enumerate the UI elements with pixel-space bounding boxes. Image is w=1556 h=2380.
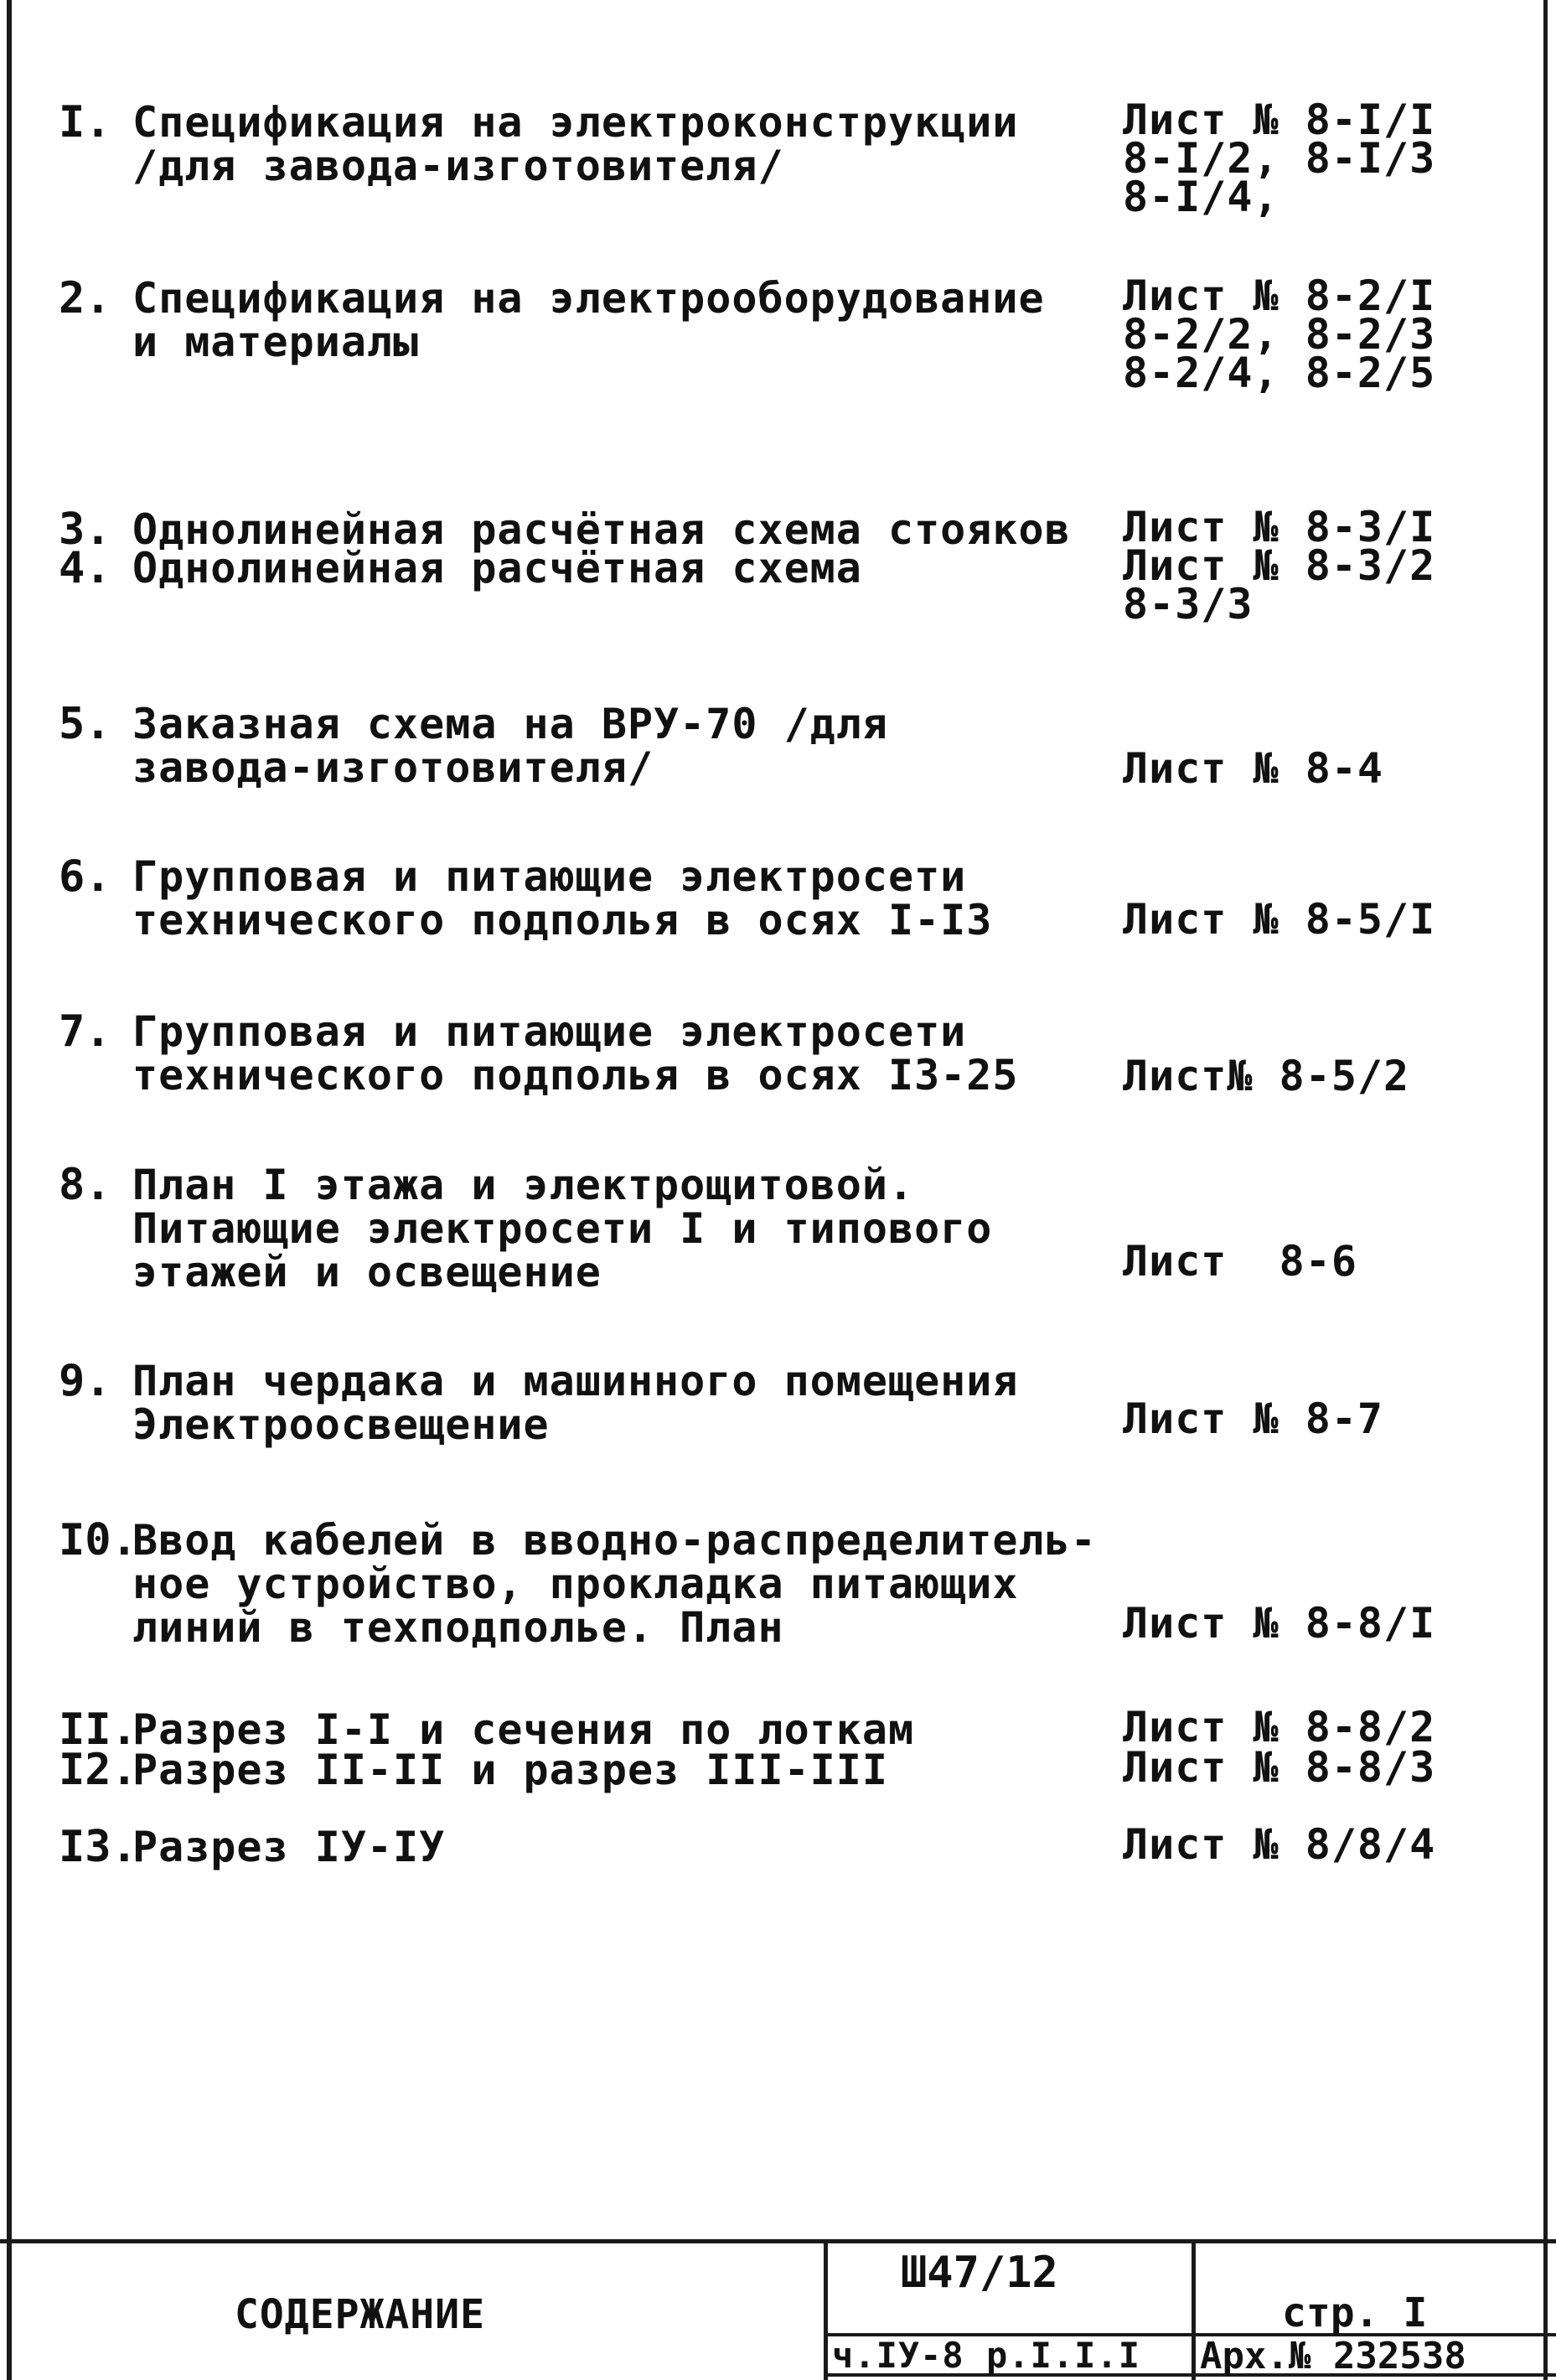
- stamp-project-code: Ш47/12: [901, 2248, 1058, 2298]
- entry-title-line: Спецификация на электрооборудование: [132, 274, 1045, 323]
- entry-sheet-ref: [1123, 1703, 1556, 1751]
- title-block-stamp: [0, 2239, 1556, 2380]
- entry-title-line: завода-изготовителя/: [132, 743, 654, 792]
- entry-sheet-line: Лист № 8-5/I: [1123, 895, 1436, 944]
- entry-number: 6.: [59, 851, 111, 902]
- entry-title: [132, 98, 1104, 190]
- entry-number: 4.: [59, 543, 111, 593]
- entry-sheet-ref: [1123, 272, 1556, 397]
- stamp-divider-left: [824, 2239, 828, 2380]
- entry-sheet-ref: [1123, 1743, 1556, 1792]
- entry-title: [132, 1007, 1104, 1099]
- entry-sheet-ref: [1123, 1394, 1556, 1443]
- entry-title-line: Групповая и питающие электросети: [132, 1007, 967, 1056]
- entry-title-line: Питающие электросети I и типового: [132, 1204, 993, 1253]
- entry-title: [132, 546, 1104, 590]
- entry-title: [132, 1163, 1104, 1294]
- entry-number: 9.: [59, 1356, 111, 1406]
- entry-number: I.: [59, 97, 111, 147]
- entry-sheet-ref: [1123, 1820, 1556, 1869]
- stamp-document-title: СОДЕРЖАНИЕ: [235, 2291, 485, 2338]
- entry-sheet-line: Лист № 8/8/4: [1123, 1820, 1436, 1869]
- entry-title-line: Разрез II-II и разрез III-III: [132, 1746, 888, 1794]
- entry-title: [132, 1825, 1104, 1869]
- entry-number: 8.: [59, 1160, 111, 1210]
- entry-title-line: Электроосвещение: [132, 1400, 550, 1449]
- entry-sheet-line: 8-I/4,: [1123, 173, 1279, 221]
- entry-sheet-line: Лист № 8-8/3: [1123, 1743, 1436, 1792]
- entry-number: I3.: [59, 1822, 137, 1872]
- entry-sheet-ref: [1123, 1052, 1556, 1100]
- stamp-border-top: [0, 2239, 1556, 2243]
- entry-number: I0.: [59, 1515, 137, 1565]
- entry-number: II.: [59, 1705, 137, 1755]
- entry-title: [132, 852, 1104, 944]
- entry-title-line: ное устройство, прокладка питающих: [132, 1560, 1019, 1608]
- entry-sheet-line: 8-2/4, 8-2/5: [1123, 349, 1436, 397]
- entry-title-line: Заказная схема на ВРУ-70 /для: [132, 700, 888, 748]
- entry-sheet-line: Лист № 8-8/I: [1123, 1599, 1436, 1648]
- stamp-archive-number: Арх.№ 232538: [1200, 2335, 1466, 2377]
- entry-sheet-line: Лист 8-6: [1123, 1237, 1357, 1286]
- entry-title-line: линий в техподполье. План: [132, 1603, 784, 1652]
- entry-number: I2.: [59, 1745, 137, 1795]
- entry-number: 5.: [59, 699, 111, 749]
- entry-sheet-line: 8-I/2, 8-I/3: [1123, 134, 1436, 183]
- entry-sheet-line: Лист№ 8-5/2: [1123, 1052, 1410, 1100]
- entry-sheet-line: Лист № 8-2/I: [1123, 272, 1436, 320]
- entry-sheet-ref: [1123, 1599, 1556, 1648]
- entry-title-line: технического подполья в осях I-I3: [132, 896, 993, 944]
- entry-title-line: /для завода-изготовителя/: [132, 142, 784, 190]
- entry-sheet-ref: [1123, 1237, 1556, 1286]
- entry-title-line: этажей и освещение: [132, 1248, 602, 1296]
- entry-title-line: технического подполья в осях I3-25: [132, 1051, 1019, 1099]
- entry-number: 3.: [59, 504, 111, 555]
- entry-sheet-line: Лист № 8-8/2: [1123, 1703, 1436, 1751]
- entry-title-line: Спецификация на электроконструкции: [132, 98, 1019, 147]
- entry-title: [132, 700, 1104, 792]
- stamp-divider-right: [1192, 2239, 1196, 2380]
- entry-number: 2.: [59, 273, 111, 323]
- entry-title: [132, 1748, 1104, 1792]
- entry-sheet-ref: [1123, 744, 1556, 793]
- entry-title-line: План I этажа и электрощитовой.: [132, 1161, 915, 1209]
- entry-sheet-ref: [1123, 541, 1556, 629]
- entry-sheet-ref: [1123, 96, 1556, 221]
- stamp-page-number: стр. I: [1282, 2289, 1428, 2336]
- frame-left-border: [7, 0, 12, 2380]
- entry-sheet-line: Лист № 8-I/I: [1123, 96, 1436, 144]
- entry-title-line: План чердака и машинного помещения: [132, 1357, 1019, 1405]
- entry-sheet-line: Лист № 8-3/2: [1123, 541, 1436, 590]
- entry-sheet-line: Лист № 8-7: [1123, 1394, 1384, 1443]
- entry-sheet-line: 8-2/2, 8-2/3: [1123, 310, 1436, 359]
- entry-title: [132, 1516, 1104, 1652]
- entry-sheet-ref: [1123, 895, 1556, 944]
- entry-title-line: и материалы: [132, 318, 420, 366]
- entry-title-line: Разрез IУ-IУ: [132, 1823, 446, 1871]
- entry-sheet-line: Лист № 8-3/I: [1123, 503, 1436, 551]
- entry-title-line: Однолинейная расчётная схема стояков: [132, 505, 1071, 554]
- entry-title-line: Однолинейная расчётная схема: [132, 544, 862, 592]
- entry-title-line: Групповая и питающие электросети: [132, 852, 967, 901]
- stamp-part-section: ч.IУ-8 р.I.I.I: [832, 2335, 1141, 2376]
- entry-title-line: Ввод кабелей в вводно-распределитель-: [132, 1516, 1097, 1565]
- entry-title-line: Разрез I-I и сечения по лоткам: [132, 1705, 915, 1754]
- entry-sheet-line: Лист № 8-4: [1123, 744, 1384, 793]
- entry-sheet-line: 8-3/3: [1123, 580, 1254, 629]
- entry-number: 7.: [59, 1006, 111, 1057]
- entry-title: [132, 1357, 1104, 1449]
- entry-title: [132, 274, 1104, 366]
